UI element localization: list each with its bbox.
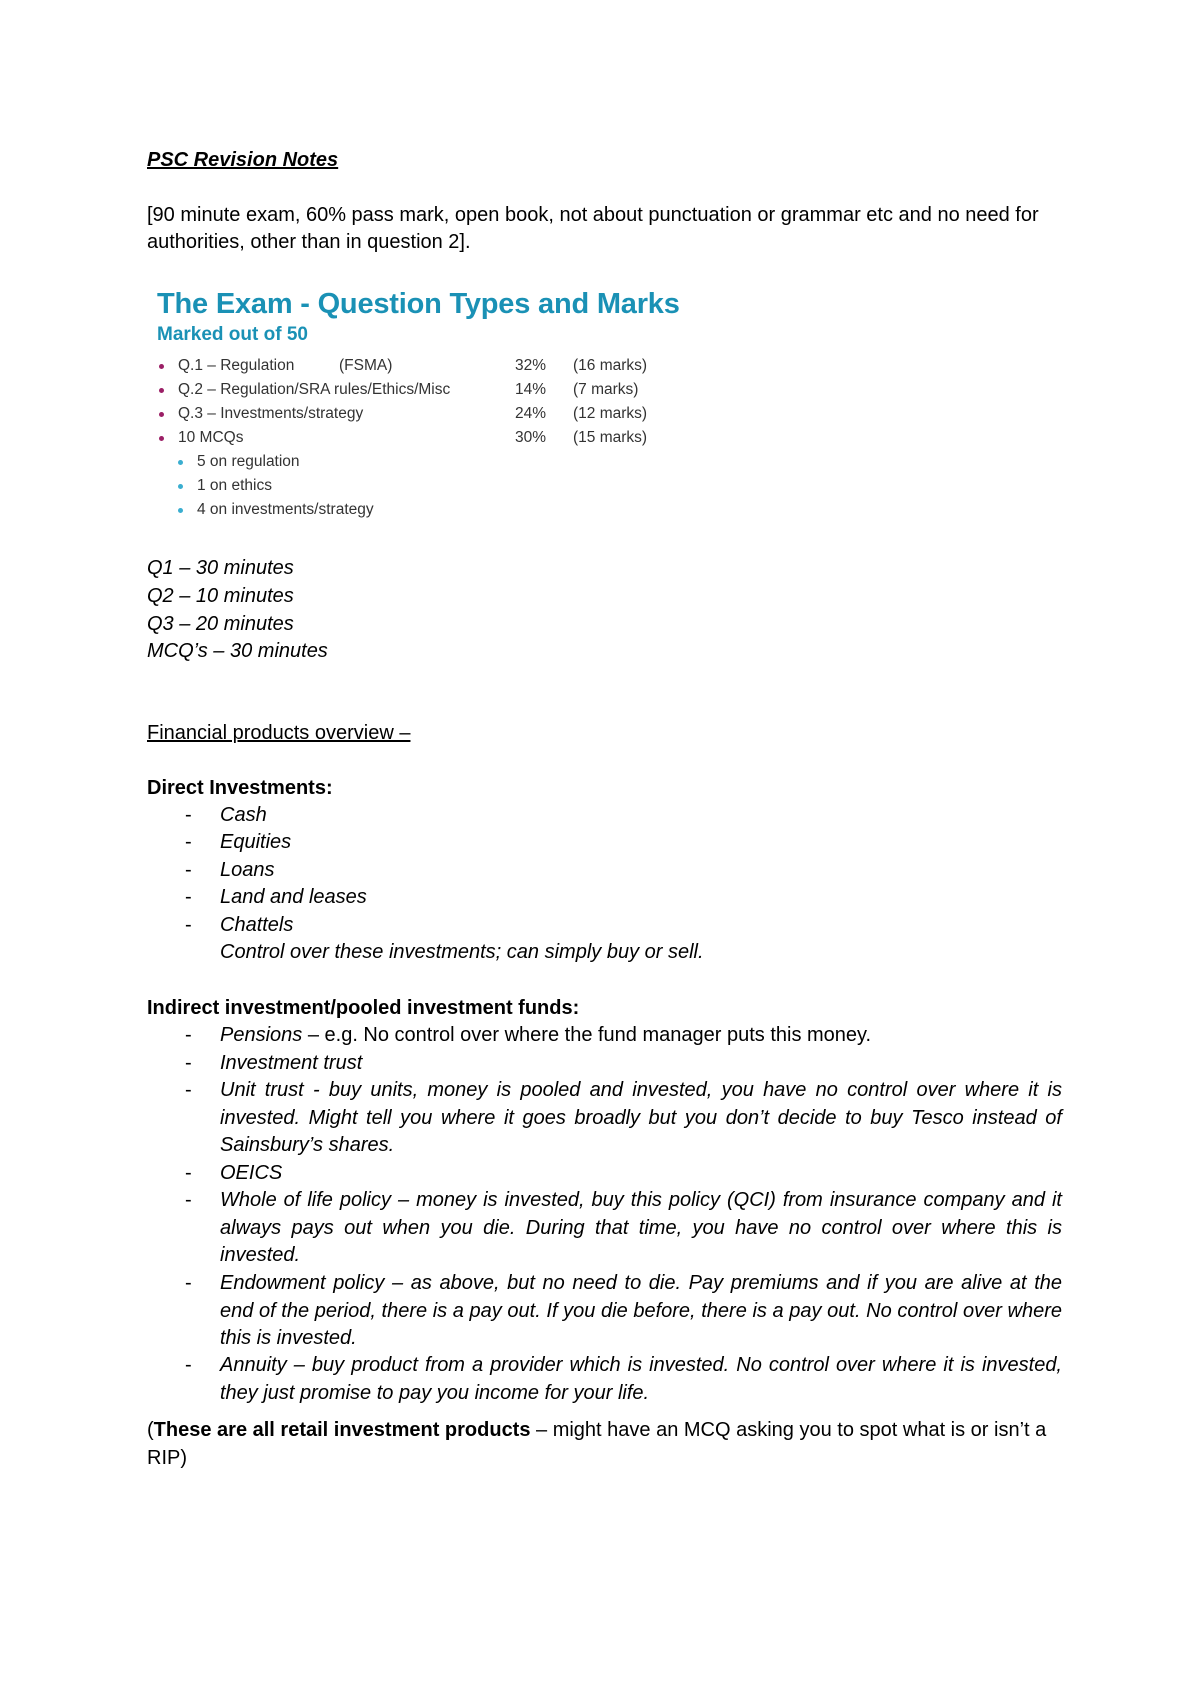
note-open-paren: ( [147,1419,154,1441]
direct-item: Equities [220,831,292,853]
overview-heading: Financial products overview – [147,722,411,744]
indirect-item-oeics: OEICS [220,1162,283,1184]
subrow-label: 4 on investments/strategy [197,501,374,518]
dash: - [185,1272,192,1294]
intro-paragraph: [90 minute exam, 60% pass mark, open book, not about punctuation or grammar etc and no need for authorities, other than in question 2]. [147,204,1039,253]
timing-q1: Q1 – 30 minutes [147,557,294,579]
subrow-label: 5 on regulation [197,453,300,470]
document-title: PSC Revision Notes [147,149,339,171]
timing-q2: Q2 – 10 minutes [147,585,294,607]
sub-bullet-icon [178,508,183,513]
row-label: Q.2 – Regulation/SRA rules/Ethics/Misc [178,381,451,398]
bullet-icon [159,436,164,441]
pensions-text: – e.g. No control over where the fund manager puts this money. [302,1024,872,1046]
bullet-icon [159,364,164,369]
slide-subtitle: Marked out of 50 [157,324,308,345]
bullet-icon [159,412,164,417]
row-marks: (12 marks) [573,405,648,422]
row-marks: (16 marks) [573,357,648,374]
dash: - [185,1162,192,1184]
indirect-item-endowment: Endowment policy – as above, but no need to die. Pay premiums and if you are alive at the end of the period, there is a pay out. If you die before, there is a pay out. No control over where this is invested. [220,1272,1062,1349]
dash: - [185,804,192,826]
sub-bullet-icon [178,484,183,489]
row-percent: 24% [515,405,547,422]
indirect-item-pensions [220,1022,1062,1050]
row-percent: 32% [515,357,547,374]
dash: - [185,886,192,908]
sub-bullet-icon [178,460,183,465]
indirect-item-annuity: Annuity – buy product from a provider which is invested. No control over where it is invested, they just promise to pay you income for your life. [220,1354,1062,1404]
indirect-item-unit-trust: Unit trust - buy units, money is pooled and invested, you have no control over where it is invested. Might tell you where it goes broadly but you don’t decide to buy Tesco instead of Sainsbury’s shares. [220,1079,1062,1156]
note-bold-text: These are all retail investment products [153,1419,531,1441]
timing-q3: Q3 – 20 minutes [147,613,294,635]
direct-item: Chattels [220,914,294,936]
direct-heading: Direct Investments: [147,777,333,799]
row-percent: 30% [515,429,547,446]
slide-title: The Exam - Question Types and Marks [157,288,680,320]
row-marks: (7 marks) [573,381,639,398]
row-label: Q.1 – Regulation [178,357,295,374]
dash: - [185,1024,192,1046]
indirect-item-whole-of-life: Whole of life policy – money is invested, buy this policy (QCI) from insurance company and it always pays out when you die. During that time, you have no control over where this is invested. [220,1189,1062,1266]
row-marks: (15 marks) [573,429,648,446]
pensions-label: Pensions [220,1024,303,1046]
direct-item: Cash [220,804,267,826]
row-extra: (FSMA) [339,357,393,374]
dash: - [185,1354,192,1376]
direct-item: Land and leases [220,886,367,908]
indirect-item-investment-trust: Investment trust [220,1052,363,1074]
row-label: Q.3 – Investments/strategy [178,405,364,422]
subrow-label: 1 on ethics [197,477,272,494]
dash: - [185,1189,192,1211]
exam-slide-image [147,282,767,532]
dash: - [185,859,192,881]
indirect-heading: Indirect investment/pooled investment funds: [147,997,580,1019]
dash: - [185,1079,192,1101]
bullet-icon [159,388,164,393]
timing-mcq: MCQ’s – 30 minutes [147,640,328,662]
row-label: 10 MCQs [178,429,244,446]
dash: - [185,914,192,936]
row-percent: 14% [515,381,547,398]
direct-note: Control over these investments; can simply buy or sell. [220,941,704,963]
dash: - [185,831,192,853]
dash: - [185,1052,192,1074]
note-rest-text: – might have an MCQ asking you to spot what is or isn’t a RIP) [147,1419,1047,1469]
direct-item: Loans [220,859,275,881]
rip-note [147,1417,1062,1472]
